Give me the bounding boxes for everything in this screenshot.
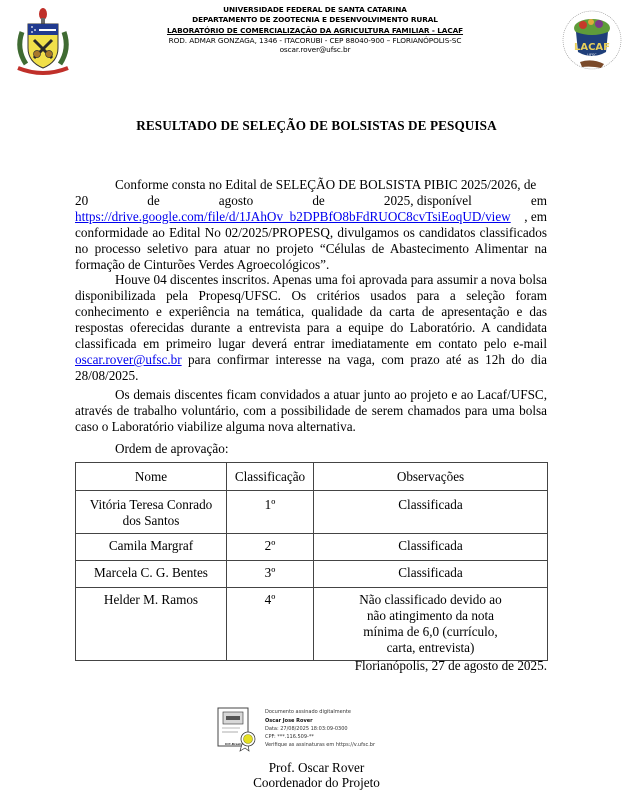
table-caption [75, 441, 547, 457]
signature-verify: Verifique as assinaturas em https://v.ufsc.br [265, 742, 376, 748]
department-name: DEPARTAMENTO DE ZOOTECNIA E DESENVOLVIMENTO RURAL [192, 14, 438, 24]
paragraph-selection [75, 272, 547, 384]
word: de [312, 193, 325, 208]
cell-nome: Vitória Teresa Conrado dos Santos [76, 491, 227, 534]
table-row [76, 561, 548, 588]
cell-observacoes: Classificada [314, 534, 548, 561]
word: de [147, 193, 160, 208]
intro-line-1: Conforme consta no Edital de SELEÇÃO DE BOLSISTA PIBIC 2025/2026, de [115, 177, 537, 192]
address: ROD. ADMAR GONZAGA, 1346 - ITACORUBI - CEP 88040-900 – FLORIANÓPOLIS-SC [168, 35, 462, 45]
table-caption-text: Ordem de aprovação: [115, 441, 229, 456]
volunteers-text: Os demais discentes ficam convidados a atuar junto ao projeto e ao Lacaf/UFSC, através de trabalho voluntário, com a possibilidade de serem chamados para uma bolsa caso o Laboratório viabilize alguma nova alternativa. [75, 387, 547, 434]
table-header-row [76, 463, 548, 491]
signature-date: Data: 27/08/2025 18:03:09-0300 [265, 726, 348, 732]
ufsc-coat-of-arms-icon [12, 4, 74, 76]
cell-observacoes: Classificada [314, 491, 548, 534]
intro-line-2 [75, 193, 547, 209]
signer-block [0, 760, 633, 790]
signature-name: Oscar Jose Rover [265, 718, 313, 724]
signer-name: Prof. Oscar Rover [268, 760, 365, 775]
letterhead [120, 5, 510, 55]
header-classificacao: Classificação [227, 463, 314, 491]
word: 2025, disponível [383, 193, 472, 208]
header-observacoes: Observações [314, 463, 548, 491]
edital-drive-link[interactable]: https://drive.google.com/file/d/1JAhOv_b2DPBfO8bFdRUOC8cvTsiEoqUD/view [75, 209, 511, 224]
intro-rest: conformidade ao Edital No 02/2025/PROPESQ, divulgamos os candidatos classificados no processo seletivo para atuar no projeto “Células de Abastecimento Alimentar na formação de Cinturões Verdes Agroecológicos”. [75, 225, 547, 272]
header-email: oscar.rover@ufsc.br [279, 45, 351, 54]
cell-classificacao: 2º [227, 534, 314, 561]
word: agosto [218, 193, 254, 208]
selection-text-end: para confirmar interesse na vaga, com prazo até as 12h do dia 28/08/2025. [75, 352, 547, 383]
selection-text: Houve 04 discentes inscritos. Apenas uma foi aprovada para assumir a nova bolsa disponibilizada pela Propesq/UFSC. Os critérios usados para a seleção foram conhecimento e experiência na temática, qualidade da carta de apresentação e das respostas oferecidas durante a entrevista para a equipe do Laboratório. A candidata classificada em primeiro lugar deverá entrar imediatamente em contato pelo e-mail [75, 272, 547, 351]
lacaf-logo-sub: UFSC [587, 53, 597, 57]
cell-classificacao: 1º [227, 491, 314, 534]
cell-nome: Marcela C. G. Bentes [76, 561, 227, 588]
signer-role: Coordenador do Projeto [253, 775, 380, 790]
cell-classificacao: 4º [227, 588, 314, 661]
cell-observacoes: Classificada [314, 561, 548, 588]
cell-observacoes: Não classificado devido ao não atingimento da nota mínima de 6,0 (currículo, carta, entrevista) [314, 588, 548, 661]
table-row [76, 588, 548, 661]
word: em [530, 193, 547, 208]
lacaf-logo-icon [561, 8, 623, 74]
cell-nome: Helder M. Ramos [76, 588, 227, 661]
results-table [75, 462, 548, 661]
laboratory-name: LABORATÓRIO DE COMERCIALIZAÇÃO DA AGRICULTURA FAMILIAR - LACAF [166, 26, 464, 35]
document-title: RESULTADO DE SELEÇÃO DE BOLSISTAS DE PESQUISA [136, 118, 497, 133]
university-name: UNIVERSIDADE FEDERAL DE SANTA CATARINA [223, 5, 407, 14]
header-nome: Nome [76, 463, 227, 491]
table-row [76, 534, 548, 561]
paragraph-volunteers [75, 387, 547, 435]
cell-nome: Camila Margraf [76, 534, 227, 561]
table-row [76, 491, 548, 534]
word: 20 [75, 193, 89, 208]
after-link-text: , em [524, 209, 547, 224]
lacaf-logo-text: LACAF [573, 42, 611, 53]
contact-email-link[interactable]: oscar.rover@ufsc.br [75, 352, 182, 367]
place-date: Florianópolis, 27 de agosto de 2025. [354, 658, 547, 673]
icp-brasil-label: ICP-Brasil [225, 742, 242, 746]
cell-classificacao: 3º [227, 561, 314, 588]
digital-signature-seal-icon [216, 706, 260, 752]
paragraph-intro [75, 177, 547, 273]
signature-caption: Documento assinado digitalmente [265, 709, 351, 715]
digital-signature-info [265, 708, 375, 749]
signature-cpf: CPF: ***.116.509-** [265, 734, 314, 740]
